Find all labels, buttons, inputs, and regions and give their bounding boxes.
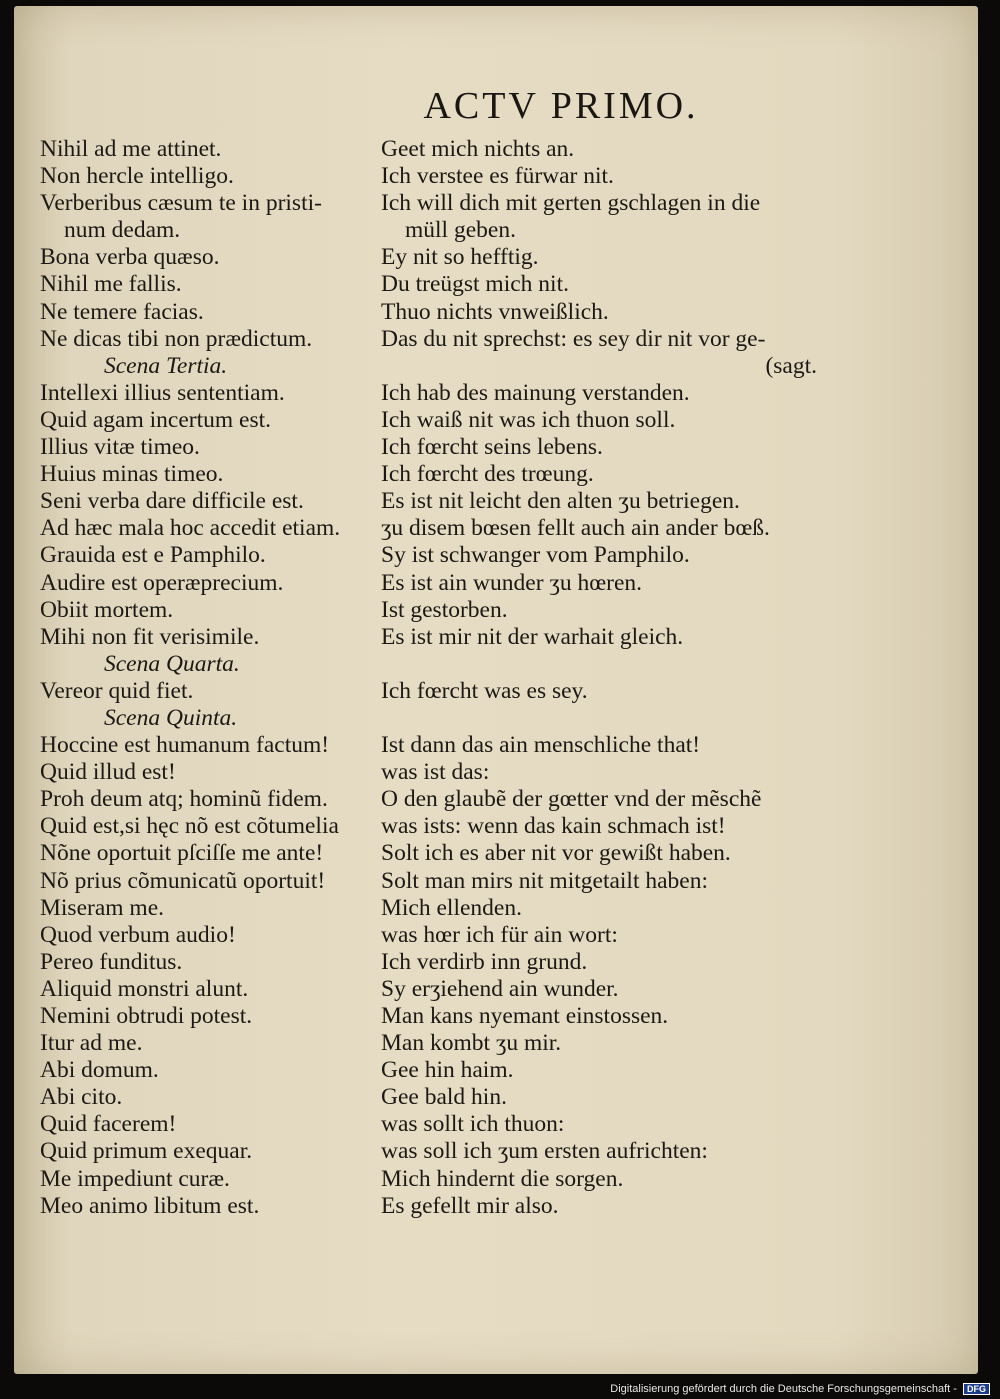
latin-line: Quid est,si hęc nõ est cõtumelia <box>40 813 339 840</box>
german-line: Ey nit so hefftig. <box>381 244 539 271</box>
german-line: was sollt ich thuon: <box>381 1111 565 1138</box>
german-line: Ich waiß nit was ich thuon soll. <box>381 406 676 433</box>
latin-line: Abi domum. <box>40 1057 159 1084</box>
german-line: Du treügst mich nit. <box>381 271 569 298</box>
latin-line: Seni verba dare difficile est. <box>40 488 304 515</box>
scene-heading: Scena Quarta. <box>104 650 240 677</box>
latin-line: Mihi non fit verisimile. <box>40 623 260 650</box>
german-line: Ich fœrcht was es sey. <box>381 677 588 704</box>
digitization-credit <box>0 1383 990 1395</box>
credit-text: Digitalisierung gefördert durch die Deutsche Forschungsgemeinschaft - <box>610 1383 957 1395</box>
scene-heading: Scena Quinta. <box>104 704 238 731</box>
german-line: Thuo nichts vnweißlich. <box>381 298 609 325</box>
latin-line: Pereo funditus. <box>40 948 183 975</box>
book-page <box>14 6 978 1374</box>
latin-line: Ad hæc mala hoc accedit etiam. <box>40 515 341 542</box>
german-blank-line <box>381 705 821 732</box>
german-line: Ich fœrcht des trœung. <box>381 461 594 488</box>
german-line: Ist gestorben. <box>381 596 508 623</box>
german-line: Mich ellenden. <box>381 894 522 921</box>
german-line: Sy erʒiehend ain wunder. <box>381 975 619 1002</box>
german-line: (sagt. <box>765 352 817 379</box>
german-line: was ist das: <box>381 759 490 786</box>
scene-heading: Scena Tertia. <box>104 352 228 379</box>
german-line: Gee bald hin. <box>381 1084 507 1111</box>
german-column <box>381 136 821 1220</box>
latin-line: Miseram me. <box>40 894 164 921</box>
german-line: Solt ich es aber nit vor gewißt haben. <box>381 840 731 867</box>
latin-line: Aliquid monstri alunt. <box>40 975 249 1002</box>
german-line: Gee hin haim. <box>381 1057 514 1084</box>
dfg-logo: DFG <box>963 1383 990 1395</box>
latin-line: Quid illud est! <box>40 759 176 786</box>
latin-line: Abi cito. <box>40 1084 123 1111</box>
german-line: was soll ich ʒum ersten aufrichten: <box>381 1138 708 1165</box>
german-line: ʒu disem bœsen fellt auch ain ander bœß. <box>381 515 770 542</box>
latin-line: Nihil me fallis. <box>40 271 182 298</box>
latin-line: Ne temere facias. <box>40 298 204 325</box>
german-line: O den glaubẽ der gœtter vnd der mẽschẽ <box>381 786 762 813</box>
latin-line: Meo animo libitum est. <box>40 1192 260 1219</box>
latin-line: Quid facerem! <box>40 1111 177 1138</box>
latin-line: Itur ad me. <box>40 1030 143 1057</box>
german-line: Man kombt ʒu mir. <box>381 1030 562 1057</box>
latin-line: Nihil ad me attinet. <box>40 136 222 162</box>
latin-line: Proh deum atq; hominũ fidem. <box>40 786 328 813</box>
latin-line: Huius minas timeo. <box>40 461 224 488</box>
german-line: Solt man mirs nit mitgetailt haben: <box>381 867 709 894</box>
latin-line: num dedam. <box>64 217 181 244</box>
german-blank-line <box>381 651 821 678</box>
latin-line: Quid agam incertum est. <box>40 406 272 433</box>
latin-line: Nõne oportuit pſciſſe me ante! <box>40 840 324 867</box>
german-line: Ich verstee es fürwar nit. <box>381 163 614 190</box>
latin-line: Audire est operæprecium. <box>40 569 284 596</box>
latin-line: Illius vitæ timeo. <box>40 434 200 461</box>
german-line: Ich hab des mainung verstanden. <box>381 379 690 406</box>
latin-line: Ne dicas tibi non prædictum. <box>40 325 313 352</box>
latin-line: Intellexi illius sententiam. <box>40 379 285 406</box>
latin-line: Nemini obtrudi potest. <box>40 1003 253 1029</box>
latin-line: Verberibus cæsum te in pristi- <box>40 190 322 217</box>
german-line: Es gefellt mir also. <box>381 1192 559 1219</box>
german-line: was ists: wenn das kain schmach ist! <box>381 813 726 840</box>
german-line: Es ist ain wunder ʒu hœren. <box>381 569 643 596</box>
german-line: was hœr ich für ain wort: <box>381 921 618 948</box>
german-line: Ich fœrcht seins lebens. <box>381 434 603 461</box>
german-line: Mich hindernt die sorgen. <box>381 1165 624 1192</box>
latin-column <box>40 136 396 1220</box>
german-line: müll geben. <box>405 217 516 244</box>
german-line: Es ist mir nit der warhait gleich. <box>381 623 684 650</box>
latin-line: Quid primum exequar. <box>40 1138 253 1165</box>
german-line: Das du nit sprechst: es sey dir nit vor ge- <box>381 325 766 352</box>
page-heading: ACTV PRIMO. <box>423 85 699 127</box>
latin-line: Hoccine est humanum factum! <box>40 732 330 759</box>
latin-line: Nõ prius cõmunicatũ oportuit! <box>40 867 326 894</box>
german-line: Sy ist schwanger vom Pamphilo. <box>381 542 690 569</box>
latin-line: Quod verbum audio! <box>40 921 236 948</box>
latin-line: Non hercle intelligo. <box>40 163 234 190</box>
latin-line: Bona verba quæso. <box>40 244 220 271</box>
german-line: Geet mich nichts an. <box>381 136 575 162</box>
german-line: Man kans nyemant einstossen. <box>381 1003 669 1029</box>
latin-line: Me impediunt curæ. <box>40 1165 230 1192</box>
german-line: Ist dann das ain menschliche that! <box>381 732 701 759</box>
german-line: Ich will dich mit gerten gschlagen in die <box>381 190 761 217</box>
latin-line: Vereor quid fiet. <box>40 677 194 704</box>
german-line: Ich verdirb inn grund. <box>381 948 588 975</box>
latin-line: Obiit mortem. <box>40 596 174 623</box>
german-line: Es ist nit leicht den alten ʒu betriegen. <box>381 488 740 515</box>
latin-line: Grauida est e Pamphilo. <box>40 542 266 569</box>
